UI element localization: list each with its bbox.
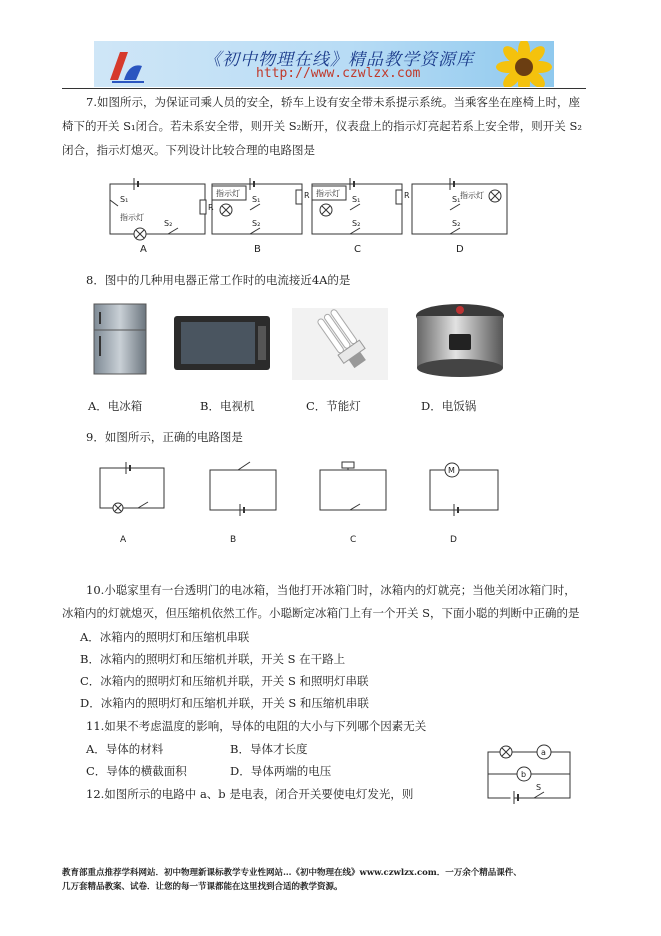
q12-meter-a-label: a [541, 748, 546, 757]
q7-text-line1: 7.如图所示，为保证司乘人员的安全，轿车上设有安全带未系提示系统。当乘客坐在座椅上时，座 [86, 95, 580, 109]
q9-circuit-diagrams [94, 460, 514, 550]
q9-motor-label: M [448, 466, 455, 475]
q7-text-line2: 椅下的开关 S₁闭合。若未系安全带，则开关 S₂断开，仪表盘上的指示灯亮起若系上安全带，则开关 S₂ [62, 119, 582, 133]
q7-caption-a: A [140, 244, 147, 255]
q8-option-a: A．电冰箱 [88, 399, 143, 413]
q9-caption-a: A [120, 535, 127, 545]
q12-circuit-diagram [484, 738, 576, 804]
q7-c-lamp-label: 指示灯 [316, 189, 340, 198]
q10-text-line1: 10.小聪家里有一台透明门的电冰箱，当他打开冰箱门时，冰箱内的灯就亮；当他关闭冰箱门时， [86, 583, 576, 597]
q11-option-c: C．导体的横截面积 [86, 764, 187, 778]
q7-caption-b: B [254, 244, 261, 255]
q10-option-c: C．冰箱内的照明灯和压缩机并联，开关 S 和照明灯串联 [80, 674, 369, 688]
q9-caption-b: B [230, 535, 237, 545]
footer-line2: 几万套精品教案、试卷．让您的每一节课都能在这里找到合适的教学资源。 [62, 882, 343, 892]
q11-stem: 11.如果不考虑温度的影响，导体的电阻的大小与下列哪个因素无关 [86, 719, 427, 733]
q7-d-s1-label: S₁ [452, 195, 461, 204]
q7-c-r-label: R [404, 191, 410, 200]
footer-line1: 教育部重点推荐学科网站．初中物理新课标教学专业性网站…《初中物理在线》www.czwlzx.com．一万余个精品课件、 [62, 868, 522, 878]
header-rule [62, 88, 586, 89]
q7-caption-c: C [354, 244, 361, 255]
banner-url[interactable]: http://www.czwlzx.com [256, 66, 421, 81]
q8-option-c: C．节能灯 [306, 399, 361, 413]
rice-cooker-image [405, 300, 515, 380]
q12-stem: 12.如图所示的电路中 a、b 是电表，闭合开关要使电灯发光，则 [86, 787, 414, 801]
q7-b-s1-label: S₁ [252, 195, 261, 204]
q11-option-d: D．导体两端的电压 [230, 764, 332, 778]
q7-caption-d: D [456, 244, 464, 255]
q8-option-d: D．电饭锅 [421, 399, 477, 413]
q12-switch-label: S [536, 783, 542, 792]
q7-a-s1-label: S₁ [120, 195, 129, 204]
q10-option-b: B．冰箱内的照明灯和压缩机并联，开关 S 在干路上 [80, 652, 346, 666]
q9-stem: 9．如图所示，正确的电路图是 [86, 430, 243, 444]
q9-caption-d: D [450, 535, 457, 545]
q10-text-line2: 冰箱内的灯就熄灭，但压缩机依然工作。小聪断定冰箱门上有一个开关 S，下面小聪的判断中正确的是 [62, 606, 580, 620]
q7-c-s1-label: S₁ [352, 195, 361, 204]
q7-a-s2-label: S₂ [164, 219, 173, 228]
q12-meter-b-label: b [521, 770, 527, 779]
q11-option-b: B．导体才长度 [230, 742, 308, 756]
q11-option-a: A．导体的材料 [86, 742, 164, 756]
television-image [172, 314, 272, 372]
site-logo-icon [106, 46, 146, 84]
q7-d-lamp-label: 指示灯 [460, 191, 484, 200]
q7-a-r-label: R [208, 203, 214, 212]
q10-option-d: D．冰箱内的照明灯和压缩机并联，开关 S 和压缩机串联 [80, 696, 369, 710]
banner-title: 《初中物理在线》精品教学资源库 [204, 50, 474, 70]
q7-text-line3: 闭合，指示灯熄灭。下列设计比较合理的电路图是 [62, 143, 315, 157]
refrigerator-image [88, 300, 152, 378]
q7-b-lamp-label: 指示灯 [216, 189, 240, 198]
q8-stem: 8．图中的几种用电器正常工作时的电流接近4A的是 [86, 273, 351, 287]
q9-caption-c: C [350, 535, 357, 545]
energy-saving-lamp-image [292, 308, 388, 380]
q10-option-a: A．冰箱内的照明灯和压缩机串联 [80, 630, 250, 644]
sunflower-icon [489, 41, 554, 87]
q7-circuit-diagrams [100, 172, 520, 258]
q7-c-s2-label: S₂ [352, 219, 361, 228]
header-banner [94, 41, 554, 87]
q7-b-r-label: R [304, 191, 310, 200]
q8-option-b: B．电视机 [200, 399, 255, 413]
q7-a-lamp-label: 指示灯 [120, 213, 144, 222]
q7-d-s2-label: S₂ [452, 219, 461, 228]
q7-b-s2-label: S₂ [252, 219, 261, 228]
